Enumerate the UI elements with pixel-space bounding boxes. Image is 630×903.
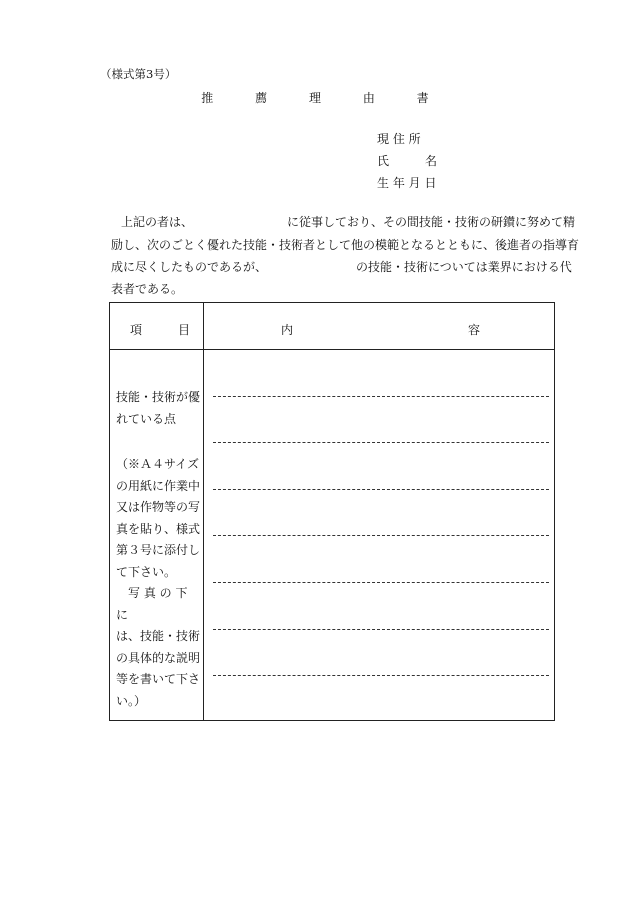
- title-char: 理: [308, 91, 321, 105]
- title-char: 由: [362, 91, 375, 105]
- birthdate-label: 生 年 月 日: [377, 176, 437, 190]
- content-column-header-left: 内: [281, 323, 294, 337]
- body-line-3b: の技能・技術については業界における代: [356, 260, 572, 274]
- writing-line[interactable]: [213, 629, 549, 630]
- photo-note: [116, 454, 200, 712]
- item-label: [116, 387, 200, 430]
- name-label: 氏 名: [377, 154, 438, 168]
- document-title: [0, 89, 630, 106]
- body-line-2: 励し、次のごとく優れた技能・技術者として他の模範となるとともに、後進者の指導育: [111, 238, 580, 252]
- item-label-line: れている点: [116, 411, 177, 426]
- body-line-1a: 上記の者は、: [121, 215, 194, 229]
- address-field: [377, 130, 435, 147]
- note-line: の用紙に作業中: [116, 478, 201, 493]
- body-line-1b: に従事しており、その間技能・技術の研鑚に努めて精: [287, 215, 576, 229]
- note-line: 写 真 の 下 に: [116, 586, 188, 622]
- body-line-4: 表者である。: [111, 282, 184, 296]
- writing-line[interactable]: [213, 675, 549, 676]
- note-line: い。）: [116, 693, 147, 708]
- birthdate-field: [377, 174, 435, 191]
- note-line: 等を書いて下さ: [116, 672, 201, 686]
- title-char: 薦: [255, 91, 268, 105]
- header-divider: [110, 349, 554, 350]
- note-line: 第３号に添付し: [116, 543, 201, 557]
- writing-line[interactable]: [213, 489, 549, 490]
- note-line: 真を貼り、様式: [116, 521, 201, 536]
- writing-line[interactable]: [213, 442, 549, 443]
- writing-line[interactable]: [213, 535, 549, 536]
- item-label-line: 技能・技術が優: [116, 390, 201, 404]
- note-line: て下さい。: [116, 564, 177, 579]
- note-line: （※Ａ４サイズ: [116, 457, 200, 471]
- address-label: 現 住 所: [377, 132, 421, 146]
- title-char: 書: [416, 91, 429, 105]
- form-number: （様式第3号）: [100, 67, 177, 81]
- content-column-header-right: 容: [468, 323, 481, 337]
- writing-line[interactable]: [213, 582, 549, 583]
- column-divider: [203, 303, 204, 720]
- title-char: 推: [201, 91, 214, 105]
- writing-line[interactable]: [213, 396, 549, 397]
- note-line: の具体的な説明: [116, 650, 201, 665]
- item-column-header: 項 目: [130, 323, 191, 337]
- name-field: [377, 152, 438, 169]
- reason-table: [109, 302, 555, 721]
- note-line: 又は作物等の写: [116, 500, 201, 514]
- body-line-3a: 成に尽くしたものであるが、: [111, 260, 268, 274]
- note-line: は、技能・技術: [116, 629, 201, 643]
